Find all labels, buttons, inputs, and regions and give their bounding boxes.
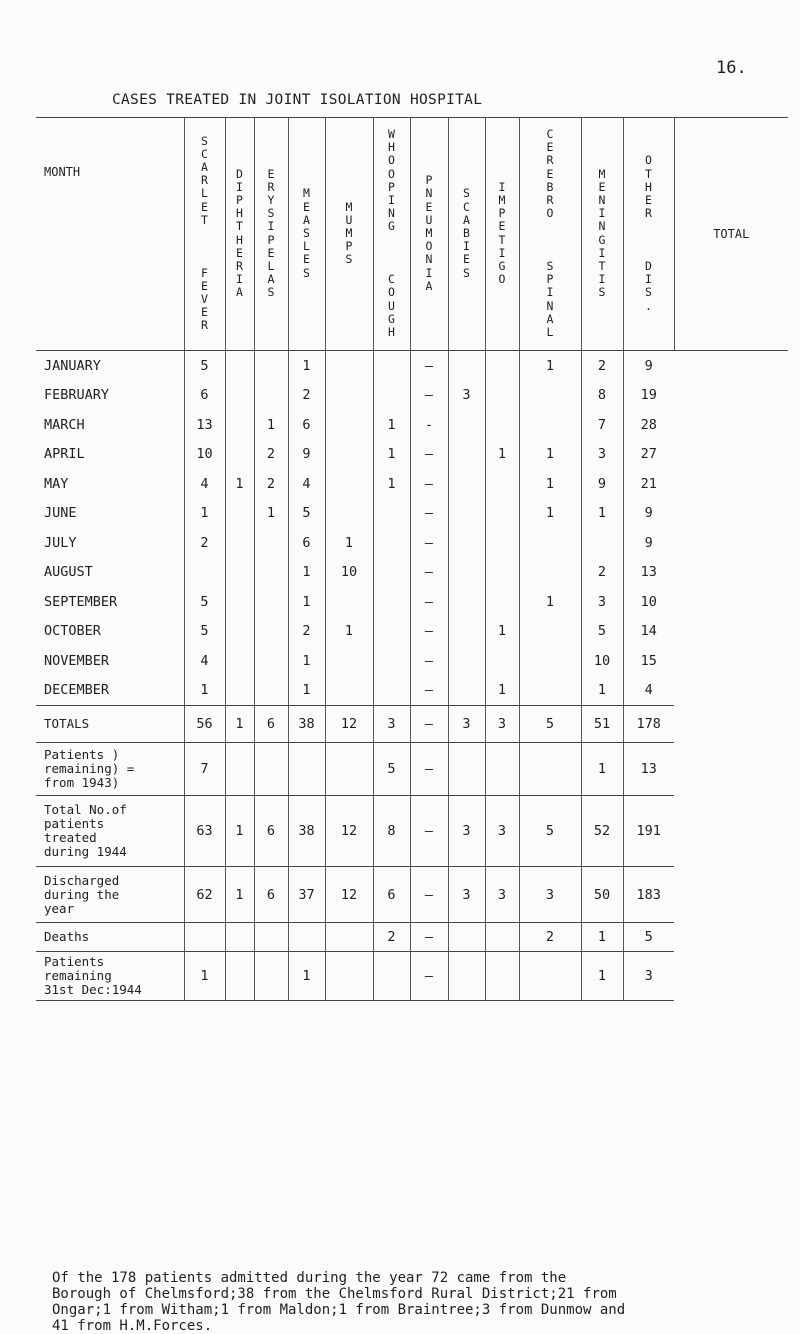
- table-cell: [225, 528, 254, 558]
- table-cell: 6: [288, 410, 325, 440]
- month-row: [36, 676, 788, 706]
- table-cell: 2: [288, 381, 325, 411]
- table-cell: 3: [581, 587, 623, 617]
- month-row: [36, 646, 788, 676]
- table-cell: 8: [581, 381, 623, 411]
- table-cell: 6: [254, 796, 288, 867]
- table-cell: [325, 440, 373, 470]
- table-cell: 5: [184, 351, 225, 381]
- table-cell: 51: [581, 706, 623, 743]
- table-cell: [225, 587, 254, 617]
- table-cell: 5: [184, 587, 225, 617]
- table-cell: 1: [184, 952, 225, 1001]
- table-cell: 10: [184, 440, 225, 470]
- table-cell: –: [410, 743, 448, 796]
- row-label: MAY: [44, 475, 69, 492]
- table-cell: [448, 528, 485, 558]
- table-cell: [184, 558, 225, 588]
- table-cell: 1: [519, 440, 581, 470]
- table-cell: [225, 743, 254, 796]
- table-cell: [448, 676, 485, 706]
- table-cell: [485, 558, 519, 588]
- table-cell: 52: [581, 796, 623, 867]
- table-cell: 1: [485, 617, 519, 647]
- table-cell: 3: [581, 440, 623, 470]
- row-total-cell: 19: [623, 381, 674, 411]
- table-cell: [485, 499, 519, 529]
- row-label: JULY: [44, 534, 77, 551]
- row-total-cell: 13: [623, 743, 674, 796]
- column-header-label: S C A B I E S: [463, 186, 470, 280]
- note-line: Of the 178 patients admitted during the year 72 came from the: [52, 1270, 567, 1286]
- table-cell: 56: [184, 706, 225, 743]
- summary-row: [36, 743, 788, 796]
- table-cell: [448, 440, 485, 470]
- table-cell: [254, 646, 288, 676]
- table-cell: 1: [581, 743, 623, 796]
- table-cell: 1: [373, 469, 410, 499]
- table-cell: 1: [519, 499, 581, 529]
- table-cell: 12: [325, 706, 373, 743]
- column-header: [448, 118, 485, 351]
- column-header: [581, 118, 623, 351]
- table-cell: 5: [184, 617, 225, 647]
- table-cell: [254, 923, 288, 952]
- table-cell: 2: [581, 558, 623, 588]
- row-label: DECEMBER: [36, 676, 184, 706]
- row-total-cell: 27: [623, 440, 674, 470]
- table-cell: [225, 952, 254, 1001]
- table-cell: 4: [184, 469, 225, 499]
- table-cell: [225, 440, 254, 470]
- page-number: 16.: [716, 58, 747, 78]
- table-cell: [448, 646, 485, 676]
- table-cell: 1: [254, 499, 288, 529]
- table-cell: 12: [325, 796, 373, 867]
- row-label: TOTALS: [36, 706, 184, 743]
- table-cell: –: [410, 952, 448, 1001]
- table-cell: [288, 923, 325, 952]
- month-row: [36, 499, 788, 529]
- month-row: [36, 558, 788, 588]
- cases-table-container: [36, 117, 788, 1001]
- table-cell: 1: [225, 706, 254, 743]
- summary-rows: [36, 706, 788, 1001]
- table-cell: 5: [519, 796, 581, 867]
- table-cell: [325, 381, 373, 411]
- table-cell: 1: [581, 952, 623, 1001]
- table-cell: [485, 923, 519, 952]
- table-cell: 3: [448, 381, 485, 411]
- table-cell: 3: [448, 867, 485, 923]
- table-cell: 2: [288, 617, 325, 647]
- row-label: JANUARY: [44, 357, 101, 374]
- table-cell: 6: [184, 381, 225, 411]
- row-total-cell: 4: [623, 676, 674, 706]
- page-title: CASES TREATED IN JOINT ISOLATION HOSPITAL: [112, 92, 483, 108]
- table-cell: [225, 351, 254, 381]
- table-cell: 9: [581, 469, 623, 499]
- table-cell: [254, 351, 288, 381]
- column-header: [184, 118, 225, 351]
- table-cell: [288, 743, 325, 796]
- summary-row: [36, 923, 788, 952]
- table-cell: 1: [288, 587, 325, 617]
- table-cell: 1: [254, 410, 288, 440]
- month-row: [36, 381, 788, 411]
- column-header: [325, 118, 373, 351]
- table-cell: [485, 528, 519, 558]
- table-cell: [225, 923, 254, 952]
- table-cell: 1: [288, 952, 325, 1001]
- table-cell: [373, 676, 410, 706]
- table-cell: [485, 952, 519, 1001]
- table-cell: [373, 646, 410, 676]
- column-header-label: M E N I N G I T I S: [598, 166, 606, 300]
- table-cell: [325, 676, 373, 706]
- table-cell: [254, 617, 288, 647]
- table-cell: [373, 499, 410, 529]
- table-cell: 5: [519, 706, 581, 743]
- table-cell: –: [410, 381, 448, 411]
- table-cell: [448, 587, 485, 617]
- table-cell: –: [410, 617, 448, 647]
- table-cell: 3: [485, 706, 519, 743]
- table-cell: 5: [581, 617, 623, 647]
- table-cell: 1: [519, 587, 581, 617]
- table-cell: [485, 646, 519, 676]
- row-total-cell: 14: [623, 617, 674, 647]
- table-cell: 8: [373, 796, 410, 867]
- row-label: MARCH: [44, 416, 85, 433]
- table-cell: [225, 646, 254, 676]
- table-cell: 3: [448, 796, 485, 867]
- table-cell: [325, 499, 373, 529]
- table-cell: 3: [373, 706, 410, 743]
- month-header-label: MONTH: [44, 164, 81, 179]
- row-total-cell: 28: [623, 410, 674, 440]
- table-cell: -: [410, 410, 448, 440]
- table-cell: [254, 952, 288, 1001]
- table-cell: –: [410, 528, 448, 558]
- table-cell: 1: [485, 676, 519, 706]
- column-header-label: C E R E B R O S P I N A L: [546, 126, 554, 340]
- table-cell: [373, 952, 410, 1001]
- column-header-label: I M P E T I G O: [498, 179, 506, 287]
- table-cell: 1: [184, 676, 225, 706]
- month-row: [36, 469, 788, 499]
- table-cell: –: [410, 351, 448, 381]
- table-cell: 50: [581, 867, 623, 923]
- column-header-label: E R Y S I P E L A S: [267, 166, 275, 300]
- table-cell: [325, 469, 373, 499]
- table-cell: 1: [225, 469, 254, 499]
- table-cell: 1: [288, 676, 325, 706]
- table-cell: 6: [254, 706, 288, 743]
- row-total-cell: 9: [623, 351, 674, 381]
- column-header: [373, 118, 410, 351]
- table-cell: [448, 410, 485, 440]
- table-cell: [373, 528, 410, 558]
- table-cell: –: [410, 923, 448, 952]
- table-cell: –: [410, 796, 448, 867]
- table-cell: 1: [225, 867, 254, 923]
- table-cell: [519, 528, 581, 558]
- month-row: [36, 410, 788, 440]
- month-row: [36, 528, 788, 558]
- row-label: NOVEMBER: [44, 652, 110, 669]
- table-cell: [448, 617, 485, 647]
- column-header: [288, 118, 325, 351]
- table-cell: 3: [519, 867, 581, 923]
- column-header: [485, 118, 519, 351]
- column-header-label: S C A R L E T F E V E R: [201, 133, 208, 333]
- table-cell: 9: [288, 440, 325, 470]
- table-cell: [519, 410, 581, 440]
- table-cell: 2: [254, 469, 288, 499]
- month-row: [36, 617, 788, 647]
- column-header-label: M E A S L E S: [303, 186, 310, 280]
- month-header: [36, 118, 184, 351]
- table-cell: [519, 558, 581, 588]
- table-cell: [485, 469, 519, 499]
- table-cell: 1: [373, 410, 410, 440]
- row-label: APRIL: [44, 446, 85, 463]
- table-cell: [225, 499, 254, 529]
- table-cell: [519, 646, 581, 676]
- table-cell: 1: [373, 440, 410, 470]
- table-cell: 4: [288, 469, 325, 499]
- table-cell: [325, 646, 373, 676]
- row-total-cell: 178: [623, 706, 674, 743]
- row-total-cell: 191: [623, 796, 674, 867]
- table-cell: [184, 923, 225, 952]
- table-cell: 5: [373, 743, 410, 796]
- table-cell: 37: [288, 867, 325, 923]
- month-row: [36, 440, 788, 470]
- table-cell: 5: [288, 499, 325, 529]
- table-cell: 4: [184, 646, 225, 676]
- header-row: [36, 118, 788, 351]
- table-cell: [448, 499, 485, 529]
- table-cell: [373, 351, 410, 381]
- table-cell: 3: [485, 796, 519, 867]
- table-cell: 1: [581, 923, 623, 952]
- table-cell: [448, 469, 485, 499]
- table-cell: [225, 410, 254, 440]
- table-cell: [485, 587, 519, 617]
- table-cell: 3: [485, 867, 519, 923]
- table-cell: [254, 558, 288, 588]
- column-header: [225, 118, 254, 351]
- table-cell: 38: [288, 706, 325, 743]
- cases-table: [36, 117, 788, 1001]
- total-header-label: TOTAL: [713, 227, 750, 241]
- table-cell: –: [410, 469, 448, 499]
- table-cell: –: [410, 558, 448, 588]
- table-cell: [225, 381, 254, 411]
- table-cell: 2: [373, 923, 410, 952]
- month-row: [36, 587, 788, 617]
- table-cell: 1: [288, 558, 325, 588]
- table-cell: 6: [373, 867, 410, 923]
- summary-row: [36, 867, 788, 923]
- table-cell: 63: [184, 796, 225, 867]
- table-cell: [325, 743, 373, 796]
- table-cell: [225, 558, 254, 588]
- row-label: Patients remaining 31st Dec:1944: [36, 952, 184, 1001]
- table-cell: [254, 587, 288, 617]
- table-cell: [254, 743, 288, 796]
- table-cell: [373, 617, 410, 647]
- row-label: Deaths: [36, 923, 184, 952]
- row-total-cell: 183: [623, 867, 674, 923]
- table-cell: [485, 410, 519, 440]
- summary-row: [36, 796, 788, 867]
- table-cell: [519, 381, 581, 411]
- table-cell: [325, 410, 373, 440]
- table-cell: [325, 587, 373, 617]
- column-header-label: W H O O P I N G C O U G H: [388, 126, 395, 340]
- row-total-cell: 10: [623, 587, 674, 617]
- column-header-label: O T H E R D I S .: [645, 153, 652, 313]
- summary-row: [36, 952, 788, 1001]
- row-total-cell: 13: [623, 558, 674, 588]
- column-header: [519, 118, 581, 351]
- table-cell: 1: [519, 469, 581, 499]
- table-cell: [373, 587, 410, 617]
- row-label: Discharged during the year: [36, 867, 184, 923]
- table-cell: –: [410, 646, 448, 676]
- note-line: Ongar;1 from Witham;1 from Maldon;1 from Braintree;3 from Dunmow and: [52, 1302, 626, 1318]
- table-cell: 1: [325, 528, 373, 558]
- table-cell: 62: [184, 867, 225, 923]
- column-header: [623, 118, 674, 351]
- table-cell: [254, 528, 288, 558]
- table-cell: 10: [581, 646, 623, 676]
- row-label: FEBRUARY: [44, 387, 110, 404]
- table-cell: [448, 743, 485, 796]
- table-cell: [254, 381, 288, 411]
- row-total-cell: 9: [623, 499, 674, 529]
- table-cell: –: [410, 499, 448, 529]
- table-cell: [519, 617, 581, 647]
- table-cell: [448, 558, 485, 588]
- table-cell: –: [410, 676, 448, 706]
- table-cell: 7: [581, 410, 623, 440]
- table-cell: [373, 381, 410, 411]
- table-cell: [325, 923, 373, 952]
- table-cell: [581, 528, 623, 558]
- table-cell: [373, 558, 410, 588]
- table-cell: [325, 351, 373, 381]
- table-cell: [485, 381, 519, 411]
- admission-note: [52, 1270, 792, 1334]
- table-cell: [325, 952, 373, 1001]
- table-cell: [254, 676, 288, 706]
- column-header: [410, 118, 448, 351]
- table-cell: 12: [325, 867, 373, 923]
- table-cell: 6: [288, 528, 325, 558]
- table-cell: 1: [485, 440, 519, 470]
- table-cell: 1: [225, 796, 254, 867]
- table-cell: 2: [184, 528, 225, 558]
- table-cell: [448, 351, 485, 381]
- table-cell: 2: [254, 440, 288, 470]
- table-cell: 2: [581, 351, 623, 381]
- row-label: Total No.of patients treated during 1944: [36, 796, 184, 867]
- column-header: [254, 118, 288, 351]
- table-cell: [225, 676, 254, 706]
- table-cell: [519, 676, 581, 706]
- table-cell: 13: [184, 410, 225, 440]
- row-label: OCTOBER: [44, 623, 101, 640]
- table-cell: –: [410, 706, 448, 743]
- table-cell: 1: [581, 676, 623, 706]
- table-cell: 10: [325, 558, 373, 588]
- table-cell: –: [410, 440, 448, 470]
- row-label: SEPTEMBER: [44, 593, 118, 610]
- table-cell: 1: [581, 499, 623, 529]
- table-cell: [485, 351, 519, 381]
- row-total-cell: 21: [623, 469, 674, 499]
- month-rows: [36, 351, 788, 706]
- row-total-cell: 9: [623, 528, 674, 558]
- row-total-cell: 3: [623, 952, 674, 1001]
- table-cell: 1: [288, 646, 325, 676]
- row-label: AUGUST: [44, 564, 93, 581]
- table-cell: –: [410, 867, 448, 923]
- column-header-label: D I P H T H E R I A: [236, 166, 243, 300]
- total-header: [674, 118, 788, 351]
- table-cell: 1: [184, 499, 225, 529]
- table-cell: [448, 923, 485, 952]
- table-cell: [485, 743, 519, 796]
- table-cell: –: [410, 587, 448, 617]
- row-label: JUNE: [44, 505, 77, 522]
- table-cell: [519, 952, 581, 1001]
- table-cell: 2: [519, 923, 581, 952]
- table-cell: 6: [254, 867, 288, 923]
- table-cell: 1: [325, 617, 373, 647]
- table-cell: 1: [519, 351, 581, 381]
- row-total-cell: 5: [623, 923, 674, 952]
- note-line: 41 from H.M.Forces.: [52, 1318, 213, 1334]
- table-cell: 38: [288, 796, 325, 867]
- table-cell: [519, 743, 581, 796]
- column-header-label: P N E U M O N I A: [425, 173, 433, 293]
- row-total-cell: 15: [623, 646, 674, 676]
- table-cell: 1: [288, 351, 325, 381]
- table-cell: [225, 617, 254, 647]
- table-cell: 7: [184, 743, 225, 796]
- column-header-label: M U M P S: [345, 199, 353, 267]
- table-cell: 3: [448, 706, 485, 743]
- table-cell: [448, 952, 485, 1001]
- summary-row: [36, 706, 788, 743]
- month-row: [36, 351, 788, 381]
- row-label: Patients ) remaining) = from 1943): [36, 743, 184, 796]
- note-line: Borough of Chelmsford;38 from the Chelmsford Rural District;21 from: [52, 1286, 617, 1302]
